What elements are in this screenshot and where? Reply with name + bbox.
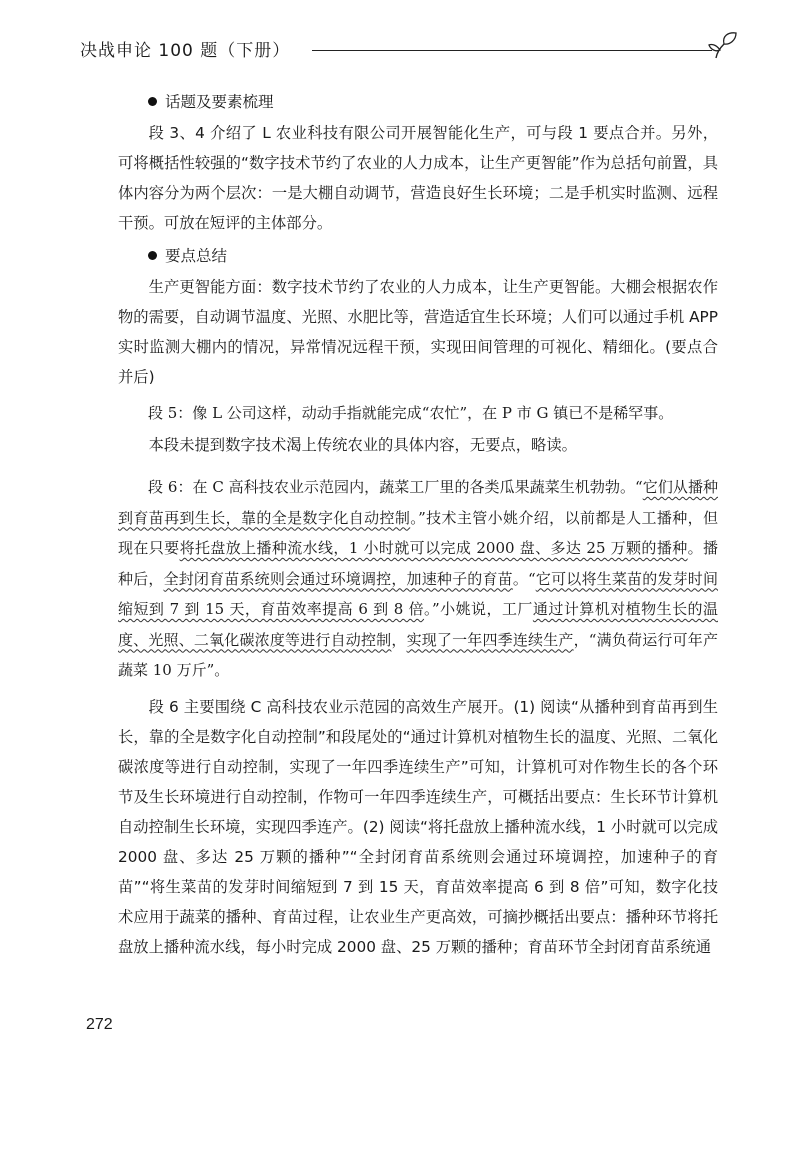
bullet-dot-icon: [148, 97, 157, 106]
bullet-dot-icon: [148, 251, 157, 260]
wavy-underline-text: 通过计算机对植物生长的温度、光照、二氧化碳浓度等进行自动控制: [118, 600, 718, 649]
leaf-sprout-icon: [708, 30, 740, 60]
book-title: 决战申论 100 题（下册）: [80, 41, 291, 61]
wavy-underline-text: 它可以将生菜苗的发芽时间缩短到 7 到 15 天，育苗效率提高 6 到 8 倍: [118, 569, 718, 618]
page-number: 272: [86, 1016, 113, 1033]
wavy-underline-text: 实现了一年四季连续生产: [406, 630, 574, 649]
paragraph-5-note: 本段未提到数字技术渴上传统农业的具体内容，无要点，略读。: [148, 436, 577, 454]
page-body: [118, 86, 718, 964]
wavy-underline-text: 它们从播种到育苗再到生长，靠的全是数字化自动控制: [118, 478, 718, 527]
header-rule: [312, 50, 712, 51]
section-heading-summary: 要点总结: [118, 240, 718, 272]
paragraph-summary: 生产更智能方面：数字技术节约了农业的人力成本，让生产更智能。大棚会根据农作物的需要，自动调节温度、光照、水肥比等，营造适宜生长环境；人们可以通过手机 APP 实时监测大棚内的情况，异常情况远程干预，实现田间管理的可视化、精细化。(要点合并后): [118, 278, 718, 386]
paragraph-6-quote: 段 6：在 C 高科技农业示范园内，蔬菜工厂里的各类瓜果蔬菜生机勃勃。“它们从播种到育苗再到生长，靠的全是数字化自动控制。”技术主管小姚介绍，以前都是人工播种，但现在只要将托盘放上播种流水线，1 小时就可以完成 2000 盘、多达 25 万颗的播种。播种后，全封闭育苗系统则会通过环境调控，加速种子的育苗。“它可以将生菜苗的发芽时间缩短到 7 到 15 天，育苗效率提高 6 到 8 倍。”小姚说，工厂通过计算机对植物生长的温度、光照、二氧化碳浓度等进行自动控制，实现了一年四季连续生产，“满负荷运行可年产蔬菜 10 万斤”。: [118, 478, 718, 679]
wavy-underline-text: 全封闭育苗系统则会通过环境调控，加速种子的育苗: [163, 569, 513, 588]
section-heading-topic: 话题及要素梳理: [118, 86, 718, 118]
paragraph-topic: 段 3、4 介绍了 L 农业科技有限公司开展智能化生产，可与段 1 要点合并。另外，可将概括性较强的“数字技术节约了农业的人力成本，让生产更智能”作为总括句前置，具体内容分为两个层次：一是大棚自动调节，营造良好生长环境；二是手机实时监测、远程干预。可放在短评的主体部分。: [118, 124, 718, 232]
wavy-underline-text: 将托盘放上播种流水线，1 小时就可以完成 2000 盘、多达 25 万颗的播种: [179, 539, 688, 557]
page-header: [80, 30, 740, 64]
paragraph-5-quote: 段 5：像 L 公司这样，动动手指就能完成“农忙”，在 P 市 G 镇已不是稀罕事。: [148, 404, 674, 422]
paragraph-6-analysis: 段 6 主要围绕 C 高科技农业示范园的高效生产展开。(1) 阅读“从播种到育苗再到生长，靠的全是数字化自动控制”和段尾处的“通过计算机对植物生长的温度、光照、二氧化碳浓度等进行自动控制，实现了一年四季连续生产”可知，计算机可对作物生长的各个环节及生长环境进行自动控制，作物可一年四季连续生产，可概括出要点：生长环节计算机自动控制生长环境，实现四季连产。(2) 阅读“将托盘放上播种流水线，1 小时就可以完成 2000 盘、多达 25 万颗的播种”“全封闭育苗系统则会通过环境调控，加速种子的育苗”“将生菜苗的发芽时间缩短到 7 到 15 天，育苗效率提高 6 到 8 倍”可知，数字化技术应用于蔬菜的播种、育苗过程，让农业生产更高效，可摘抄概括出要点：播种环节将托盘放上播种流水线，每小时完成 2000 盘、25 万颗的播种；育苗环节全封闭育苗系统通: [118, 697, 718, 956]
